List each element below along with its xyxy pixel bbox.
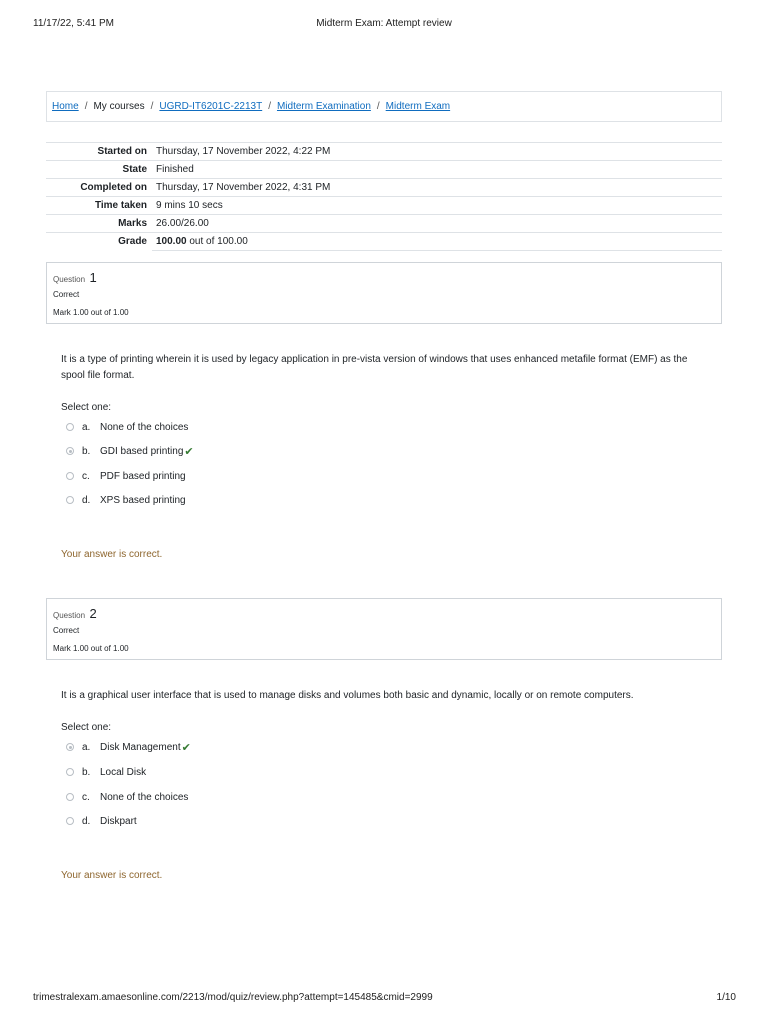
select-one-prompt: Select one: <box>61 722 112 733</box>
summary-row-completed-on <box>46 179 722 197</box>
option-text: GDI based printing <box>100 445 184 457</box>
check-icon: ✔ <box>184 445 194 458</box>
option-letter: b. <box>82 445 91 457</box>
radio-icon[interactable] <box>66 472 74 480</box>
summary-label: Completed on <box>46 179 152 197</box>
radio-icon[interactable] <box>66 793 74 801</box>
breadcrumb-separator: / <box>376 101 380 112</box>
breadcrumb <box>46 91 722 122</box>
option-letter: a. <box>82 741 91 753</box>
option-text: None of the choices <box>100 791 189 803</box>
radio-icon[interactable] <box>66 768 74 776</box>
question-number: 1 <box>89 270 97 285</box>
summary-value: Thursday, 17 November 2022, 4:31 PM <box>152 179 722 197</box>
answer-option[interactable] <box>66 790 188 804</box>
breadcrumb-midterm-examination[interactable]: Midterm Examination <box>276 101 371 112</box>
option-text: Diskpart <box>100 815 137 827</box>
option-text: None of the choices <box>100 421 189 433</box>
question-text-2: It is a graphical user interface that is used to manage disks and volumes both basic and dynamic, locally or on remote computers. <box>61 690 634 701</box>
radio-icon[interactable] <box>66 817 74 825</box>
summary-label: Time taken <box>46 197 152 215</box>
radio-icon[interactable] <box>66 496 74 504</box>
question-number: 2 <box>89 606 97 621</box>
summary-label: Grade <box>46 233 152 251</box>
summary-row-marks <box>46 215 722 233</box>
summary-label: Marks <box>46 215 152 233</box>
summary-row-state <box>46 161 722 179</box>
radio-icon[interactable] <box>66 423 74 431</box>
answer-option[interactable] <box>66 420 188 434</box>
radio-icon[interactable] <box>66 447 74 455</box>
option-letter: d. <box>82 494 91 506</box>
summary-label: State <box>46 161 152 179</box>
option-letter: c. <box>82 791 90 803</box>
option-letter: c. <box>82 470 90 482</box>
summary-value: 9 mins 10 secs <box>152 197 722 215</box>
option-text: XPS based printing <box>100 494 186 506</box>
print-datetime: 11/17/22, 5:41 PM <box>33 18 114 29</box>
question-state: Correct <box>53 290 80 299</box>
answer-option[interactable] <box>66 765 146 779</box>
option-letter: b. <box>82 766 91 778</box>
grade-value: 100.00 <box>156 236 187 247</box>
summary-row-grade <box>46 233 722 251</box>
question-mark: Mark 1.00 out of 1.00 <box>53 644 129 653</box>
summary-row-time-taken <box>46 197 722 215</box>
question-state: Correct <box>53 626 80 635</box>
print-page-number: 1/10 <box>716 992 736 1003</box>
check-icon: ✔ <box>181 741 191 754</box>
option-text: PDF based printing <box>100 470 186 482</box>
question-info-2 <box>46 598 722 660</box>
breadcrumb-home[interactable]: Home <box>52 101 79 112</box>
summary-value: Finished <box>152 161 722 179</box>
summary-row-started-on <box>46 143 722 161</box>
summary-value: 26.00/26.00 <box>152 215 722 233</box>
print-title: Midterm Exam: Attempt review <box>316 18 452 29</box>
question-label: Question <box>53 611 86 620</box>
option-letter: a. <box>82 421 91 433</box>
attempt-summary-table <box>46 142 722 251</box>
summary-label: Started on <box>46 143 152 161</box>
answer-feedback: Your answer is correct. <box>61 870 163 881</box>
breadcrumb-midterm-exam[interactable]: Midterm Exam <box>385 101 451 112</box>
question-info-1 <box>46 262 722 324</box>
breadcrumb-course[interactable]: UGRD-IT6201C-2213T <box>159 101 263 112</box>
answer-option[interactable] <box>66 493 186 507</box>
answer-option[interactable] <box>66 469 186 483</box>
breadcrumb-separator: / <box>268 101 271 112</box>
select-one-prompt: Select one: <box>61 402 112 413</box>
question-label: Question <box>53 275 86 284</box>
breadcrumb-separator: / <box>150 101 154 112</box>
question-mark: Mark 1.00 out of 1.00 <box>53 308 129 317</box>
breadcrumb-separator: / <box>84 101 88 112</box>
breadcrumb-my-courses: My courses <box>93 101 145 112</box>
summary-value: Thursday, 17 November 2022, 4:22 PM <box>152 143 722 161</box>
print-footer-url: trimestralexam.amaesonline.com/2213/mod/quiz/review.php?attempt=145485&cmid=2999 <box>33 992 433 1003</box>
answer-option-selected[interactable] <box>66 444 194 458</box>
option-text: Local Disk <box>100 766 147 778</box>
option-text: Disk Management <box>100 741 181 753</box>
answer-option[interactable] <box>66 814 137 828</box>
summary-value <box>152 233 722 251</box>
answer-option-selected[interactable] <box>66 740 191 754</box>
question-text-1: It is a type of printing wherein it is used by legacy application in pre-vista version of windows that uses enhanced metafile format (EMF) as the spool file format. <box>61 354 688 381</box>
option-letter: d. <box>82 815 91 827</box>
answer-feedback: Your answer is correct. <box>61 549 163 560</box>
grade-out-of: out of 100.00 <box>186 236 248 247</box>
radio-icon[interactable] <box>66 743 74 751</box>
